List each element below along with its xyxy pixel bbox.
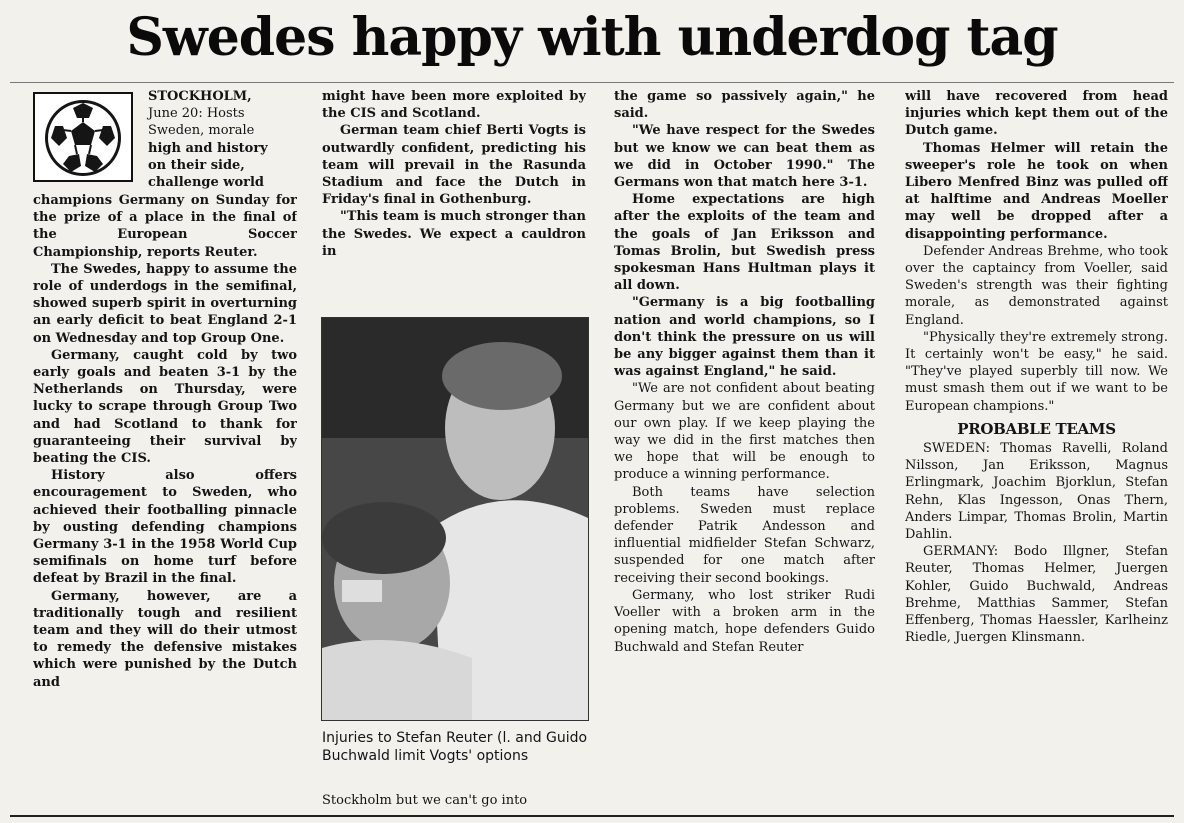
paragraph: Both teams have selection problems. Sweden must replace defender Patrik Andesson and influential midfielder Stefan Schwarz, suspended for one match after receiving their second bookings. (614, 484, 875, 586)
dateline-line: Sweden, morale (148, 123, 255, 139)
paragraph: Thomas Helmer will retain the sweeper's role he took on when Libero Menfred Binz was pulled off at halftime and Andreas Moeller may well be dropped after a disappointing performance. (905, 140, 1168, 242)
paragraph: History also offers encouragement to Sweden, who achieved their footballing pinnacle by ousting defending champions Germany 3-1 in the 1958 World Cup semifinals on home turf before defeat by Brazil in the final. (33, 468, 297, 587)
paragraph: The Swedes, happy to assume the role of underdogs in the semifinal, showed superb spirit in overturning an early deficit to beat England 2-1 on Wednesday and top Group One. (33, 261, 297, 346)
paragraph: Germany, who lost striker Rudi Voeller with a broken arm in the opening match, hope defenders Guido Buchwald and Stefan Reuter (614, 587, 875, 655)
dateline (148, 88, 298, 191)
sweden-lineup: SWEDEN: Thomas Ravelli, Roland Nilsson, Jan Eriksson, Magnus Erlingmark, Joachim Bjorklun, Stefan Rehn, Klas Ingesson, Onas Thern, Anders Limpar, Thomas Brolin, Martin Dahlin. (905, 441, 1168, 543)
paragraph: "This team is much stronger than the Swedes. We expect a cauldron in (322, 209, 586, 259)
bottom-rule (10, 815, 1174, 817)
headline: Swedes happy with underdog tag (126, 7, 1058, 68)
photo-players (321, 317, 589, 721)
paragraph: will have recovered from head injuries which kept them out of the Dutch game. (905, 89, 1168, 139)
paragraph: German team chief Berti Vogts is outwardly confident, predicting his team will prevail in the Rasunda Stadium and face the Dutch in Friday's final in Gothenburg. (322, 123, 586, 208)
dateline-line: June 20: Hosts (148, 106, 245, 122)
soccer-ball-icon (33, 92, 133, 182)
paragraph: "We are not confident about beating Germany but we are confident about our own play. If we keep playing the way we did in the first matches then we hope that will be enough to produce a winning performance. (614, 381, 875, 483)
paragraph: Germany, caught cold by two early goals and beaten 3-1 by the Netherlands on Thursday, were lucky to scrape through Group Two and had Scotland to thank for guaranteeing their survival by beating the CIS. (33, 347, 297, 467)
paragraph: champions Germany on Sunday for the prize of a place in the final of the European Soccer Championship, reports Reuter. (33, 193, 297, 260)
paragraph: "We have respect for the Swedes but we know we can beat them as we did in October 1990." The Germans won that match here 3-1. (614, 123, 875, 191)
germany-lineup: GERMANY: Bodo Illgner, Stefan Reuter, Thomas Helmer, Juergen Kohler, Guido Buchwald, Andreas Brehme, Matthias Sammer, Stefan Effenberg, Thomas Haessler, Karlheinz Riedle, Juergen Klinsmann. (905, 544, 1168, 646)
paragraph: Germany, however, are a traditionally tough and resilient team and they will do their utmost to remedy the defensive mistakes which were punished by the Dutch and (33, 588, 297, 690)
top-rule (10, 82, 1174, 83)
column-2-tail: Stockholm but we can't go into (322, 793, 528, 808)
probable-teams (905, 421, 1168, 647)
photo-caption: Injuries to Stefan Reuter (l. and Guido Buchwald limit Vogts' options (322, 730, 588, 764)
paragraph: might have been more exploited by the CIS and Scotland. (322, 89, 586, 122)
dateline-line: STOCKHOLM, (148, 89, 252, 104)
paragraph: Home expectations are high after the exploits of the team and the goals of Jan Eriksson and Tomas Brolin, but Swedish press spokesman Hans Hultman plays it all down. (614, 192, 875, 294)
paragraph: the game so passively again," he said. (614, 89, 875, 122)
column-4 (905, 88, 1168, 810)
column-1 (33, 192, 297, 812)
paragraph: "Physically they're extremely strong. It certainly won't be easy," he said. "They've played superbly till now. We must smash them out if we want to be European champions." (905, 329, 1168, 414)
column-3 (614, 88, 875, 810)
dateline-line: challenge world (148, 175, 265, 191)
paragraph: Defender Andreas Brehme, who took over the captaincy from Voeller, said Sweden's strength was their fighting morale, as demonstrated against England. (905, 243, 1168, 328)
dateline-line: on their side, (148, 157, 245, 173)
paragraph: "Germany is a big footballing nation and world champions, so I don't think the pressure on us will be any bigger against them than it was against England," he said. (614, 295, 875, 380)
column-2 (322, 88, 586, 310)
dateline-line: high and history (148, 140, 268, 156)
teams-heading: PROBABLE TEAMS (957, 419, 1116, 438)
